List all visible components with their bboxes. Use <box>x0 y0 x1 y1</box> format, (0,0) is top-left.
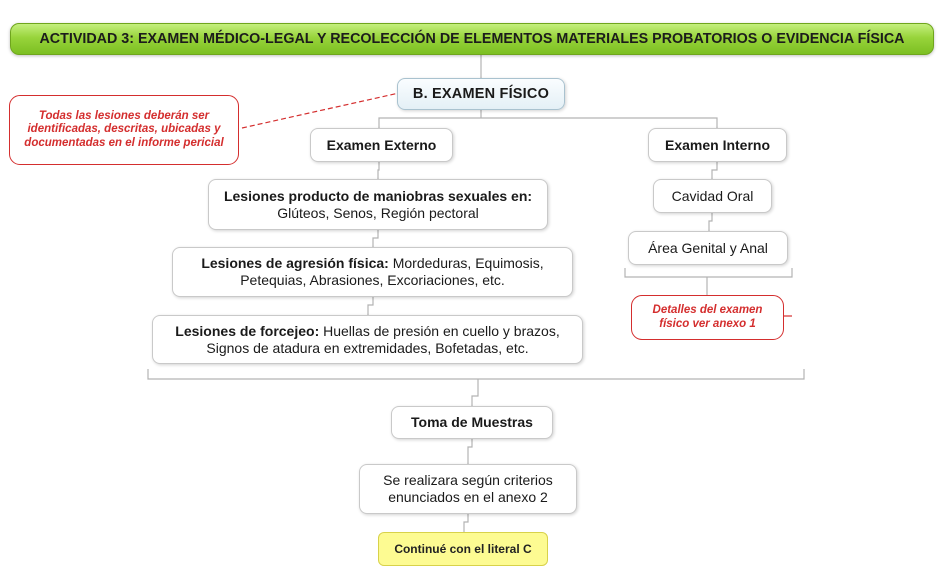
bracket-externo <box>148 369 804 389</box>
connector-agresion-to-forcejeo <box>368 297 373 315</box>
node-lesiones-agresion-content <box>183 255 562 289</box>
bracket-interno <box>625 268 792 295</box>
node-examen-fisico-label: B. EXAMEN FÍSICO <box>412 85 550 102</box>
lesiones-sexuales-bold: Lesiones producto de maniobras sexuales en: <box>223 187 533 204</box>
node-lesiones-sexuales-content <box>219 188 537 222</box>
node-examen-interno[interactable] <box>648 128 787 162</box>
node-examen-interno-label: Examen Interno <box>664 136 771 153</box>
note-continue[interactable] <box>378 532 548 566</box>
lesiones-sexuales-text: Glúteos, Senos, Región pectoral <box>277 204 479 221</box>
callout-lesiones <box>9 95 239 165</box>
node-toma-muestras-label: Toma de Muestras <box>411 414 533 430</box>
connector-externo-to-sexuales <box>378 162 379 179</box>
connector-bracket-to-muestras <box>472 389 478 406</box>
node-toma-muestras[interactable] <box>391 406 553 439</box>
connector-interno-to-cavidad <box>712 162 717 179</box>
node-area-genital[interactable] <box>628 231 788 265</box>
node-lesiones-agresion[interactable] <box>172 247 573 297</box>
callout-anexo-1-text: Detalles del examen físico ver anexo 1 <box>652 304 763 330</box>
connector-muestras-to-criterios <box>468 439 472 464</box>
connector-callout-to-b <box>242 93 399 128</box>
callout-lesiones-text: Todas las lesiones deberán ser identificadas, descritas, ubicadas y documentadas en el informe pericial <box>24 109 224 149</box>
node-criterios[interactable] <box>359 464 577 514</box>
node-lesiones-sexuales[interactable] <box>208 179 548 230</box>
lesiones-agresion-text: Mordeduras, Equimosis, Petequias, Abrasiones, Excoriaciones, etc. <box>240 255 544 288</box>
node-area-genital-label: Área Genital y Anal <box>648 239 768 256</box>
node-examen-externo[interactable] <box>310 128 453 162</box>
node-examen-fisico[interactable] <box>397 78 565 110</box>
note-continue-label: Continué con el literal C <box>394 542 532 556</box>
lesiones-agresion-bold: Lesiones de agresión física: <box>201 255 389 271</box>
connector-cavidad-to-genital <box>709 213 712 231</box>
lesiones-forcejeo-bold: Lesiones de forcejeo: <box>175 322 320 339</box>
lesiones-forcejeo-text: Huellas de presión en cuello y brazos, Signos de atadura en extremidades, Bofetadas, etc. <box>206 322 560 356</box>
connector-criterios-to-note <box>464 514 468 532</box>
node-lesiones-forcejeo[interactable] <box>152 315 583 364</box>
connector-sexuales-to-agresion <box>373 230 378 247</box>
node-criterios-text: Se realizara según criterios enunciados en el anexo 2 <box>383 472 553 505</box>
node-cavidad-oral-label: Cavidad Oral <box>671 187 754 204</box>
node-examen-externo-label: Examen Externo <box>326 136 437 153</box>
connector-b-branch <box>379 110 717 128</box>
node-cavidad-oral[interactable] <box>653 179 772 213</box>
node-lesiones-forcejeo-content <box>163 323 572 357</box>
page-title: ACTIVIDAD 3: EXAMEN MÉDICO-LEGAL Y RECOLECCIÓN DE ELEMENTOS MATERIALES PROBATORIOS O EVIDENCIA FÍSICA <box>10 23 934 55</box>
callout-anexo-1 <box>631 295 784 340</box>
